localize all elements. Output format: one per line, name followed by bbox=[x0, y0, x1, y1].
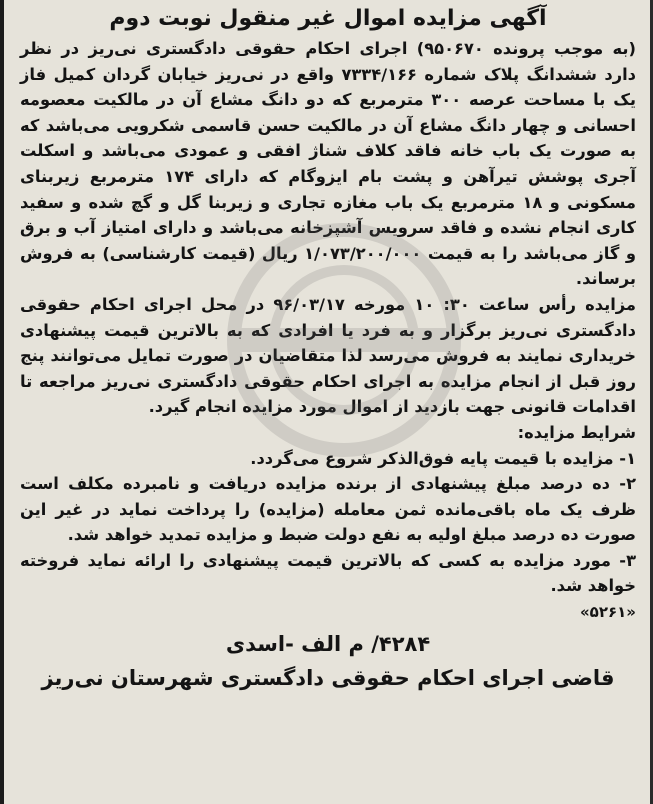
auction-details: مزایده رأس ساعت ۳۰: ۱۰ مورخه ۹۶/۰۳/۱۷ در محل اجرای احکام حقوقی دادگستری نی‌ریز برگزار و به فرد یا افرادی که به بالاترین قیمت پیشنهادی خریداری نمایند به فروش می‌رسد لذا متقاضیان در صورت تمایل می‌توانند پنج روز قبل از انجام مزایده به اجرای احکام حقوقی دادگستری نی‌ریز مراجعه تا اقدامات قانونی جهت بازدید از اموال مورد مزایده انجام گیرد. bbox=[20, 294, 637, 417]
condition-item-3: ۳- مورد مزایده به کسی که بالاترین قیمت پیشنهادی را ارائه نماید فروخته خواهد شد. bbox=[20, 550, 636, 596]
property-description: (به موجب پرونده ۹۵۰۶۷۰) اجرای احکام حقوقی دادگستری نی‌ریز در نظر دارد ششدانگ پلاک شماره ۷۳۳۴/۱۶۶ واقع در نی‌ریز خیابان گردان کمیل فاز یک با مساحت عرصه ۳۰۰ مترمربع که دو دانگ مشاع آن در مالکیت معصومه احسانی و چهار دانگ مشاع آن در مالکیت حسن قاسمی شکرویی می‌باشد که به صورت یک باب خانه فاقد کلاف شناژ افقی و عمودی می‌باشد و اسکلت آجری پوشش تیرآهن و پشت بام ایزوگام که دارای ۱۷۴ مترمربع زیربنای مسکونی و ۱۸ مترمربع یک باب مغازه تجاری و زیربنا گل و گچ شده و سفید کاری انجام نشده و فاقد سرویس آشپزخانه می‌باشد و دارای امتیاز آب و برق و گاز می‌باشد را به قیمت ۱/۰۷۳/۲۰۰/۰۰۰ ریال (قیمت کارشناسی) به فروش برساند. bbox=[20, 39, 637, 289]
condition-item-1: ۱- مزایده با قیمت پایه فوق‌الذکر شروع می‌گردد. bbox=[250, 448, 636, 468]
notice-title: آگهی مزایده اموال غیر منقول نوبت دوم bbox=[109, 6, 547, 31]
signature-office: قاضی اجرای احکام حقوقی دادگستری شهرستان نی‌ریز bbox=[41, 666, 615, 691]
signature-number: ۴۲۸۴/ م الف -اسدی bbox=[225, 632, 431, 657]
condition-item-2: ۲- ده درصد مبلغ پیشنهادی از برنده مزایده دریافت و نامبرده مکلف است ظرف یک ماه باقی‌مانده ثمن معامله (مزایده) را پرداخت نماید در غیر این صورت ده درصد مبلغ اولیه به نفع دولت ضبط و مزایده تمدید خواهد شد. bbox=[20, 474, 636, 545]
conditions-heading: شرایط مزایده: bbox=[517, 422, 636, 442]
notice-code: «۵۲۶۱» bbox=[579, 603, 636, 622]
